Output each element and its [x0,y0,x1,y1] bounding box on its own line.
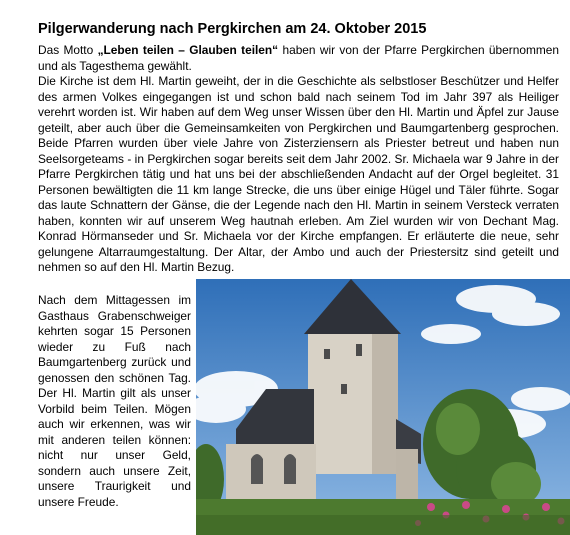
intro-after: haben wir von der Pfarre Pergkirchen übernommen und als Tagesthema gewählt. [38,43,559,73]
article-title: Pilgerwanderung nach Pergkirchen am 24. Oktober 2015 [38,21,427,37]
side-paragraph: Nach dem Mittagessen im Gasthaus Grabenschweiger kehrten sogar 15 Personen wieder zu Fuß nach Baumgartenberg zurück und genossen den schönen Tag. Der Hl. Martin gilt als unser Vorbild beim Teilen. Mögen auch wir erkennen, was wir mit anderen teilen können: nicht nur unser Geld, sondern auch unsere Zeit, unsere Traurigkeit und unsere Freude. [38,293,191,509]
intro-paragraph [38,43,559,74]
motto-text: „Leben teilen – Glauben teilen“ [97,43,279,57]
intro-before: Das Motto [38,43,98,57]
main-paragraph: Die Kirche ist dem Hl. Martin geweiht, der in die Geschichte als selbstloser Beschützer und Helfer des armen Volkes eingegangen ist und schon bald nach seinem Tod im Jahr 397 als Heiliger verehrt worden ist. Wir haben auf dem Weg unser Wissen über den Hl. Martin und Äpfel zur Jause geteilt, aber auch über die Gemeinsamkeiten von Pergkirchen und Baumgartenberg gesprochen. Beide Pfarren wurden über viele Jahre von Zisterziensern als Priester betreut und haben nun Seelsorgeteams - in Pergkirchen sogar bereits seit dem Jahr 2002. Sr. Michaela war 9 Jahre in der Pfarre Pergkirchen tätig und hat uns bei der abschließenden Andacht auf der Orgel begleitet. 31 Personen bewältigten die 11 km lange Strecke, die uns über einige Hügel und Täler führte. Sogar das laute Schnattern der Gänse, die der Legende nach den Hl. Martin in seinem Versteck verraten haben, konnten wir auf unserem Weg hautnah erleben. Am Ziel wurden wir von Dechant Mag. Konrad Hörmanseder und Sr. Michaela vor der Kirche empfangen. Er erläuterte die neue, sehr gelungene Altarraumgestaltung. Der Altar, der Ambo und auch der Priestersitz sind geteilt und nehmen so auf den Hl. Martin Bezug. [38,74,559,274]
article-body [38,43,559,276]
church-photo [196,279,570,535]
